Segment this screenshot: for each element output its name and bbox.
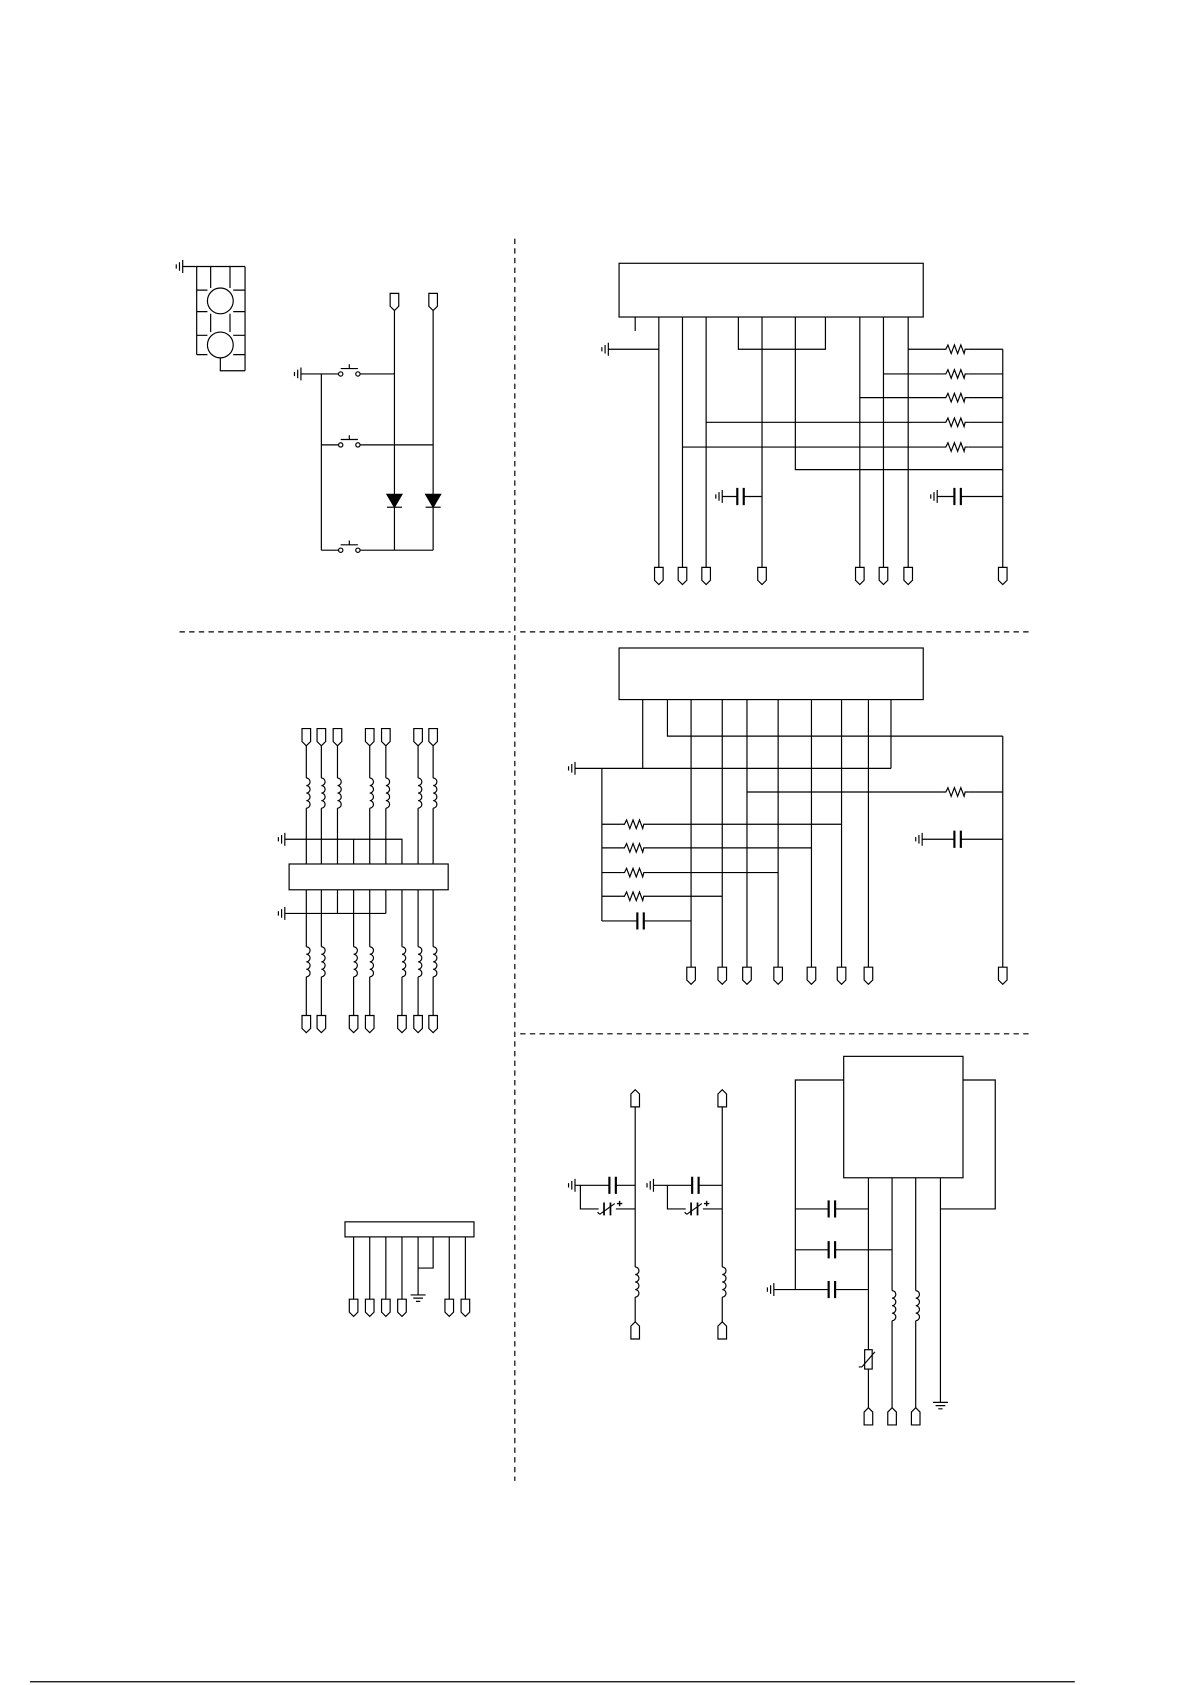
varistor-icon	[859, 1350, 875, 1369]
resistor-icon	[943, 393, 969, 402]
capacitor-icon	[737, 487, 743, 506]
terminal-pin-icon	[365, 729, 374, 746]
terminal-pin-icon	[365, 1016, 374, 1033]
terminal-pin-icon	[390, 293, 399, 310]
terminal-pin-icon	[317, 729, 326, 746]
inductor-icon	[721, 1267, 726, 1297]
terminal-pin-icon	[743, 967, 752, 984]
terminal-pin-icon	[414, 729, 423, 746]
terminal-pin-icon	[998, 967, 1007, 984]
inductor-icon	[416, 778, 421, 808]
connector-block	[289, 864, 448, 890]
terminal-pin-icon	[382, 1299, 391, 1316]
terminal-pin-icon	[998, 567, 1007, 584]
coil-connector-circuit	[278, 729, 448, 1033]
terminal-pin-icon	[687, 967, 696, 984]
terminal-pin-icon	[429, 293, 438, 310]
terminal-pin-icon	[349, 1016, 358, 1033]
resistor-icon	[621, 844, 647, 853]
capacitor-icon	[829, 1280, 835, 1299]
middle-ic-circuit	[569, 648, 1008, 984]
inductor-icon	[368, 778, 373, 808]
inductor-icon	[432, 778, 437, 808]
wiring	[354, 1237, 466, 1299]
push-switch-icon	[339, 435, 360, 448]
connector-block	[345, 1222, 474, 1237]
ground-icon	[176, 260, 182, 273]
ground-icon	[278, 833, 284, 846]
small-connector-circuit	[345, 1222, 474, 1317]
motor-icon	[207, 332, 233, 358]
ground-icon	[569, 762, 575, 775]
inductor-icon	[368, 947, 373, 977]
terminal-pin-icon	[888, 1408, 897, 1425]
terminal-pin-icon	[807, 967, 816, 984]
terminal-pin-icon	[856, 567, 865, 584]
switch-circuit	[294, 293, 440, 553]
terminal-pin-icon	[398, 1016, 407, 1033]
resistor-icon	[621, 820, 647, 829]
terminal-pin-icon	[864, 967, 873, 984]
resistor-icon	[943, 788, 969, 797]
wiring	[608, 317, 1002, 567]
terminal-pin-icon	[879, 567, 888, 584]
terminal-pin-icon	[302, 729, 311, 746]
terminal-pin-icon	[398, 1299, 407, 1316]
terminal-pin-icon	[718, 1090, 727, 1107]
terminal-pin-icon	[429, 1016, 438, 1033]
terminal-pin-icon	[774, 967, 783, 984]
inductor-icon	[890, 1291, 895, 1321]
diode-icon	[426, 494, 441, 507]
resistor-icon	[943, 370, 969, 379]
inductor-icon	[432, 947, 437, 977]
motor-circuit	[176, 260, 245, 371]
upper-ic-circuit	[602, 263, 1007, 584]
inductor-icon	[416, 947, 421, 977]
ground-icon	[294, 368, 300, 381]
inductor-icon	[320, 778, 325, 808]
terminal-pin-icon	[904, 567, 913, 584]
ground-icon	[716, 490, 722, 503]
ic-chip-outline	[619, 263, 923, 317]
resistor-icon	[943, 418, 969, 427]
ground-icon	[933, 1402, 948, 1408]
capacitor-icon	[609, 1176, 615, 1195]
ic-chip-outline	[844, 1056, 963, 1177]
push-switch-icon	[339, 541, 360, 554]
inductor-icon	[400, 947, 405, 977]
terminal-pin-icon	[414, 1016, 423, 1033]
terminal-pin-icon	[702, 567, 711, 584]
resistor-icon	[621, 892, 647, 901]
terminal-pin-icon	[718, 967, 727, 984]
ground-icon	[931, 490, 937, 503]
inductor-icon	[352, 947, 357, 977]
inductor-icon	[320, 947, 325, 977]
capacitor-icon	[829, 1240, 835, 1259]
inductor-icon	[384, 778, 389, 808]
terminal-pin-icon	[349, 1299, 358, 1316]
terminal-pin-icon	[445, 1299, 454, 1316]
terminal-pin-icon	[631, 1090, 640, 1107]
terminal-pin-icon	[655, 567, 664, 584]
capacitor-icon	[954, 487, 960, 506]
capacitor-icon	[829, 1199, 835, 1218]
inductor-icon	[305, 778, 310, 808]
terminal-pin-icon	[718, 1322, 727, 1339]
ic-chip-outline	[619, 648, 923, 700]
terminal-pin-icon	[837, 967, 846, 984]
diode-icon	[387, 494, 402, 507]
terminal-pin-icon	[678, 567, 687, 584]
inductor-icon	[914, 1291, 919, 1321]
terminal-pin-icon	[461, 1299, 470, 1316]
push-switch-icon	[339, 364, 360, 377]
ground-icon	[569, 1179, 575, 1192]
ground-icon	[278, 907, 284, 920]
terminal-pin-icon	[365, 1299, 374, 1316]
section-dividers	[30, 239, 1075, 1682]
terminal-pin-icon	[911, 1408, 920, 1425]
terminal-pin-icon	[758, 567, 767, 584]
resistor-icon	[621, 868, 647, 877]
resistor-icon	[943, 345, 969, 354]
capacitor-icon	[637, 911, 643, 930]
capacitor-icon	[954, 830, 960, 849]
ground-icon	[767, 1283, 773, 1296]
terminal-pin-icon	[864, 1408, 873, 1425]
terminal-pin-icon	[333, 729, 342, 746]
terminal-pin-icon	[302, 1016, 311, 1033]
terminal-pin-icon	[382, 729, 391, 746]
ground-icon	[602, 343, 608, 356]
motor-icon	[207, 288, 233, 314]
terminal-pin-icon	[429, 729, 438, 746]
capacitor-icon	[692, 1176, 698, 1195]
inductor-icon	[336, 778, 341, 808]
inductor-icon	[305, 947, 310, 977]
wiring	[301, 311, 433, 551]
ground-icon	[411, 1295, 426, 1301]
inductor-icon	[634, 1267, 639, 1297]
lower-ic-circuit	[767, 1056, 995, 1425]
terminal-pin-icon	[631, 1322, 640, 1339]
ground-icon	[916, 833, 922, 846]
terminal-pin-icon	[317, 1016, 326, 1033]
ground-icon	[647, 1179, 653, 1192]
filter-circuit	[569, 1090, 727, 1339]
resistor-icon	[943, 443, 969, 452]
